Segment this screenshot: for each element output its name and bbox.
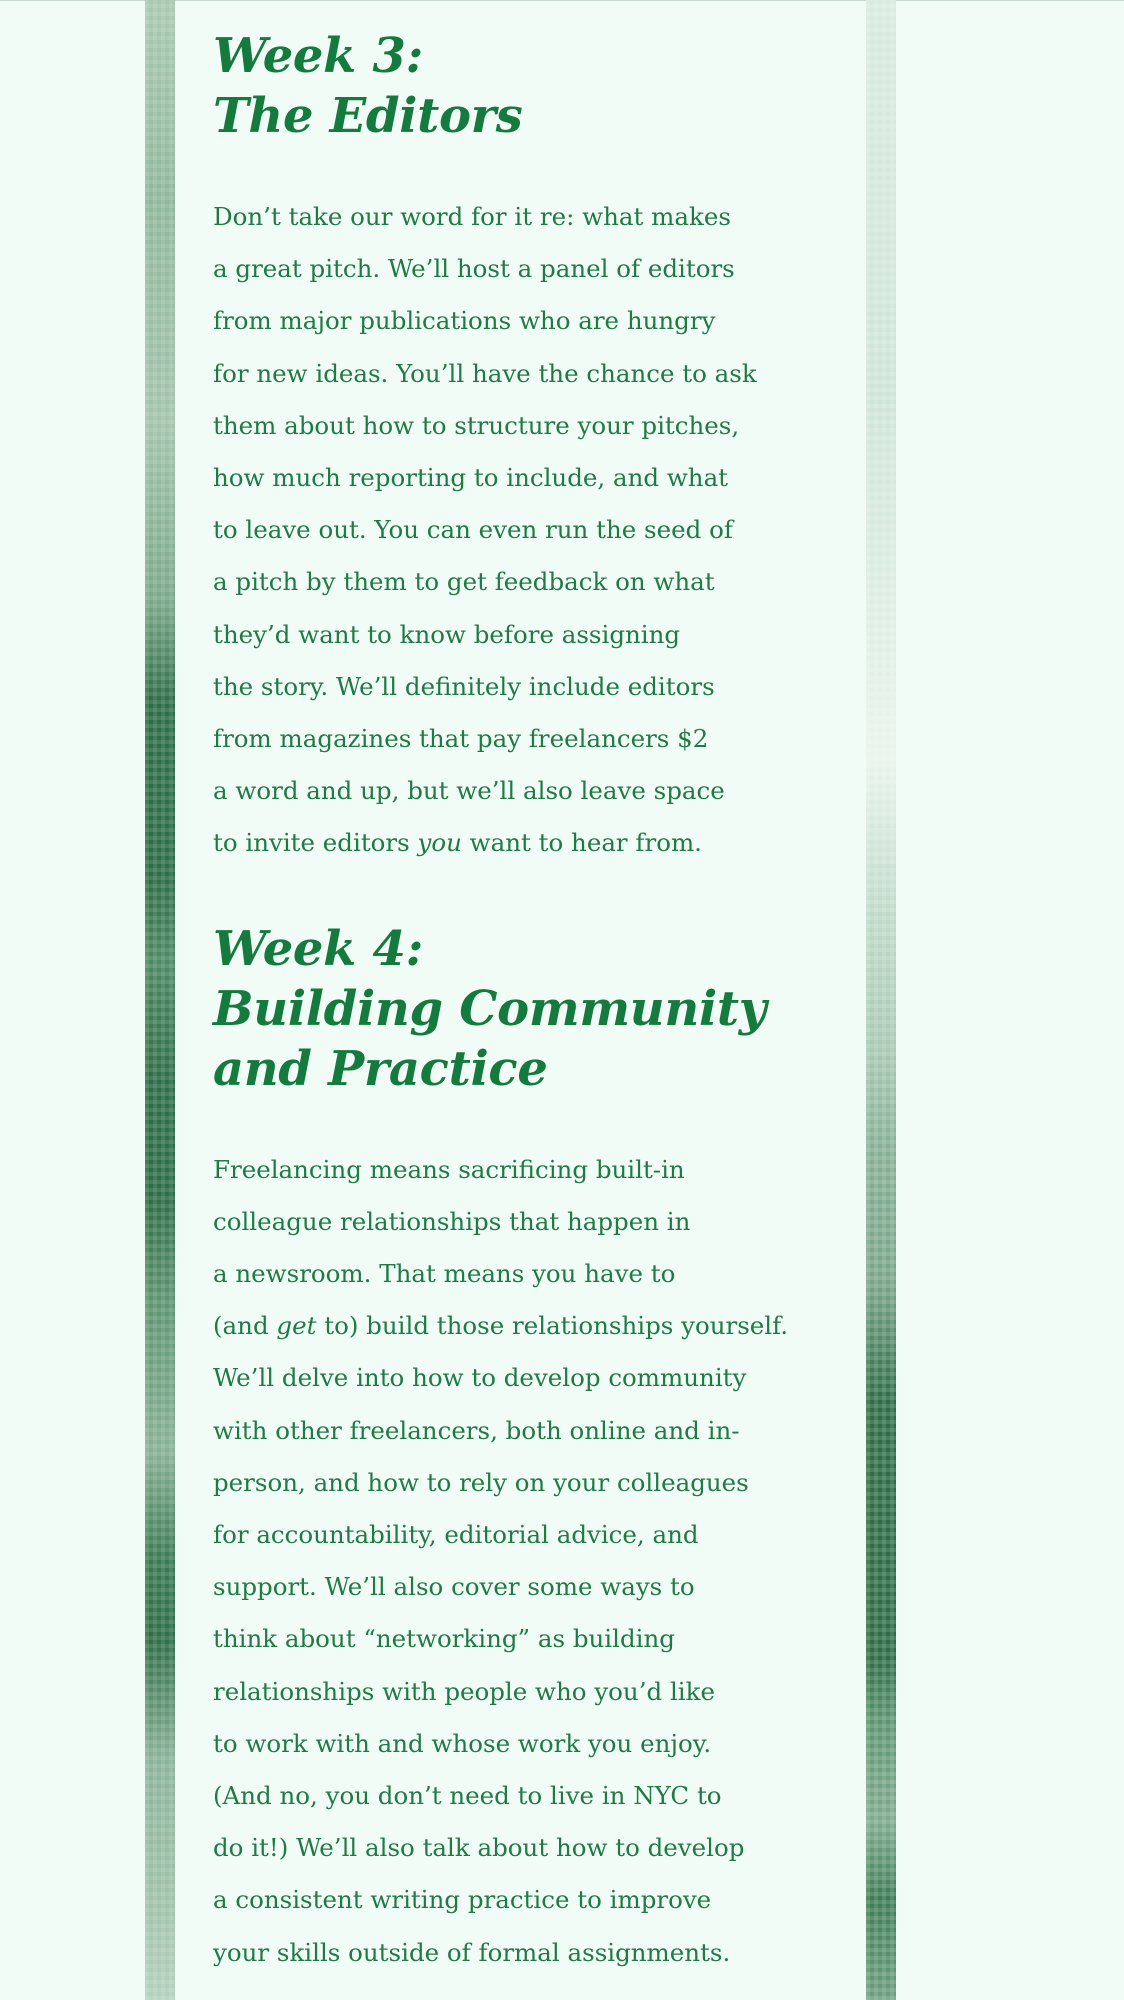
text-segment: (and bbox=[213, 1311, 277, 1341]
paragraph-line: Freelancing means sacrificing built-in bbox=[213, 1154, 685, 1184]
week-4-paragraph bbox=[213, 1144, 813, 1979]
paragraph-line: your skills outside of formal assignments. bbox=[213, 1937, 731, 1967]
paragraph-line-last bbox=[213, 817, 813, 869]
paragraph-line: (And no, you don’t need to live in NYC to bbox=[213, 1781, 722, 1811]
emphasis-get: get bbox=[276, 1311, 317, 1341]
paragraph-line: for new ideas. You’ll have the chance to ask bbox=[213, 358, 757, 388]
paragraph-line: a word and up, but we’ll also leave space bbox=[213, 776, 725, 806]
paragraph-line: they’d want to know before assigning bbox=[213, 619, 681, 649]
week-3-paragraph bbox=[213, 191, 813, 870]
paragraph-line: a pitch by them to get feedback on what bbox=[213, 567, 715, 597]
week-4-heading-line-2: Building Community bbox=[213, 980, 767, 1037]
paragraph-line: how much reporting to include, and what bbox=[213, 463, 729, 493]
paragraph-line: relationships with people who you’d like bbox=[213, 1676, 715, 1706]
week-4-heading-line-1: Week 4: bbox=[213, 920, 424, 977]
week-3-heading-line-2: The Editors bbox=[213, 88, 523, 144]
text-segment: to) build those relationships yourself. bbox=[316, 1311, 789, 1341]
paragraph-line-emphasis bbox=[213, 1300, 813, 1352]
paragraph-line: do it!) We’ll also talk about how to develop bbox=[213, 1833, 745, 1863]
paragraph-line: a great pitch. We’ll host a panel of editors bbox=[213, 254, 735, 284]
paragraph-line: to leave out. You can even run the seed of bbox=[213, 515, 733, 545]
paragraph-line: We’ll delve into how to develop community bbox=[213, 1363, 747, 1393]
paragraph-line: for accountability, editorial advice, and bbox=[213, 1520, 699, 1550]
week-4-heading-line-3: and Practice bbox=[213, 1040, 548, 1097]
paragraph-line: think about “networking” as building bbox=[213, 1624, 675, 1654]
week-3-heading-line-1: Week 3: bbox=[213, 28, 424, 84]
paragraph-line: person, and how to rely on your colleagues bbox=[213, 1467, 749, 1497]
section-week-4 bbox=[213, 919, 813, 1979]
text-segment: to invite editors bbox=[213, 828, 418, 858]
paragraph-line: them about how to structure your pitches, bbox=[213, 410, 740, 440]
left-decorative-bar bbox=[145, 0, 175, 2000]
right-decorative-bar bbox=[866, 0, 896, 2000]
paragraph-line: to work with and whose work you enjoy. bbox=[213, 1728, 712, 1758]
paragraph-line: with other freelancers, both online and in- bbox=[213, 1415, 740, 1445]
paragraph-line: support. We’ll also cover some ways to bbox=[213, 1572, 695, 1602]
week-3-heading bbox=[213, 26, 813, 146]
section-week-3 bbox=[213, 26, 813, 870]
paragraph-line: a newsroom. That means you have to bbox=[213, 1259, 676, 1289]
paragraph-line: a consistent writing practice to improve bbox=[213, 1885, 712, 1915]
paragraph-line: the story. We’ll definitely include editors bbox=[213, 671, 715, 701]
paragraph-line: colleague relationships that happen in bbox=[213, 1206, 691, 1236]
text-segment: want to hear from. bbox=[461, 828, 702, 858]
emphasis-you: you bbox=[417, 828, 462, 858]
week-4-heading bbox=[213, 919, 813, 1099]
paragraph-line: from magazines that pay freelancers $2 bbox=[213, 724, 709, 754]
article-content bbox=[213, 26, 813, 1979]
paragraph-line: from major publications who are hungry bbox=[213, 306, 716, 336]
paragraph-line: Don’t take our word for it re: what makes bbox=[213, 202, 731, 231]
